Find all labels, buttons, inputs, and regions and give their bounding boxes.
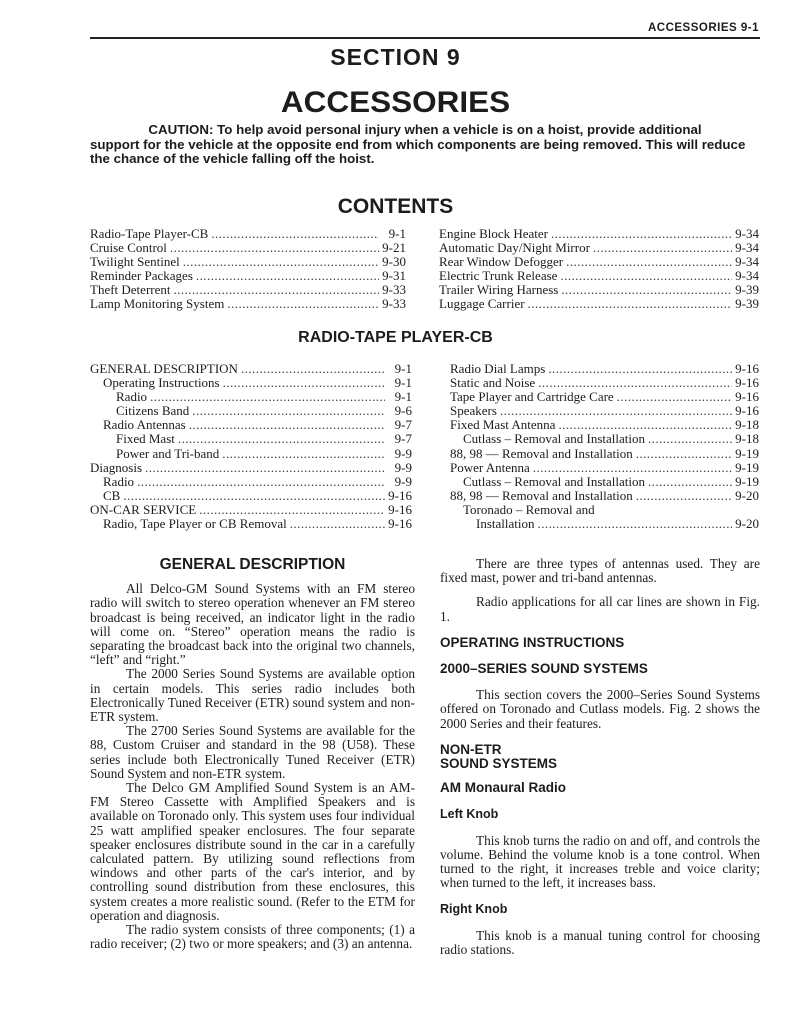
toc-leader-dots [196, 269, 379, 283]
toc-entry-page: 9-21 [382, 240, 406, 256]
toc-entry-page: 9-16 [388, 516, 412, 532]
toc-entry-page: 9-34 [735, 254, 759, 270]
right-text-column [440, 557, 760, 957]
toc-entry [90, 447, 412, 461]
toc-entry-label: Power Antenna [450, 459, 530, 475]
toc-entry-page: 9-7 [394, 431, 412, 447]
toc-entry [90, 269, 406, 283]
toc-entry-label: Radio-Tape Player-CB [90, 226, 209, 241]
toc-entry-label: Static and Noise [450, 375, 536, 391]
toc-entry-page: 9-18 [735, 431, 759, 447]
toc-entry-label: Fixed Mast [116, 431, 175, 447]
toc-entry [90, 517, 412, 531]
toc-entry [450, 475, 759, 489]
toc-entry [90, 362, 412, 376]
toc-entry-label: Installation [476, 516, 535, 532]
toc-leader-dots [222, 447, 385, 461]
toc-entry [450, 447, 759, 461]
toc-entry-label: Luggage Carrier [439, 296, 525, 312]
toc-entry [439, 297, 759, 311]
toc-entry-label: Diagnosis [90, 459, 142, 475]
toc-leader-dots [192, 404, 385, 418]
toc-leader-dots [648, 432, 732, 446]
toc-entry [90, 475, 412, 489]
toc-leader-dots [178, 432, 385, 446]
toc-leader-dots [223, 376, 385, 390]
toc-entry-label: 88, 98 — Removal and Installation [450, 445, 633, 461]
toc-entry [439, 283, 759, 297]
toc-entry [90, 241, 406, 255]
toc-leader-dots [551, 227, 732, 241]
toc-entry-label: Electric Trunk Release [439, 268, 558, 284]
toc-entry [439, 255, 759, 269]
toc-entry-label: 88, 98 — Removal and Installation [450, 487, 633, 503]
paragraph: The 2000 Series Sound Systems are available option in certain models. This series radio includes both Electronically Tuned Receiver (ETR) sound system and non-ETR system. [90, 666, 415, 725]
toc-entry-page: 9-9 [394, 473, 412, 489]
toc-leader-dots [227, 297, 379, 311]
toc-entry [90, 489, 412, 503]
toc-entry-page: 9-1 [388, 226, 406, 241]
toc-entry-page: 9-39 [735, 296, 759, 312]
caution-first-line: CAUTION: To help avoid personal injury when a vehicle is on a hoist, provide additional [148, 122, 702, 137]
toc-entry-label: ON-CAR SERVICE [90, 501, 197, 517]
toc-entry-label: Tape Player and Cartridge Care [450, 389, 614, 405]
paragraph: This knob turns the radio on and off, and controls the volume. Behind the volume knob is a tone control. When turned to the right, it increases treble and voice clarity; when turned to the left, it increases bass. [440, 832, 760, 891]
toc-entry-label: Radio, Tape Player or CB Removal [103, 516, 287, 532]
toc-entry [90, 255, 406, 269]
paragraph: There are three types of antennas used. They are fixed mast, power and tri-band antennas. [440, 556, 760, 586]
toc-leader-dots [538, 376, 732, 390]
toc-leader-dots [170, 241, 379, 255]
toc-leader-dots [538, 517, 733, 531]
toc-leader-dots [617, 390, 732, 404]
toc-entry-label: Radio Antennas [103, 417, 186, 433]
toc-entry-page: 9-9 [394, 445, 412, 461]
non-etr-heading: NON-ETR [440, 741, 502, 757]
toc-entry [450, 461, 759, 475]
toc-entry-page: 9-19 [735, 459, 759, 475]
toc-entry [450, 418, 759, 432]
toc-leader-dots [199, 503, 385, 517]
caution-notice [90, 123, 760, 167]
toc-entry-page: 9-19 [735, 473, 759, 489]
toc-entry-page: 9-33 [382, 282, 406, 298]
toc-entry-label: Operating Instructions [103, 375, 220, 391]
contents-heading: CONTENTS [337, 195, 454, 218]
toc-entry-label: Radio [103, 473, 135, 489]
paragraph: The Delco GM Amplified Sound System is an AM-FM Stereo Cassette with Amplified Speakers and is available on Toronado only. This system uses four individual 25 watt amplified speaker enclosures. The four separate speaker enclosures distribute sound in the car in a carefully calculated pattern. By utilizing sound reflections from windows and other parts of the car's interior, and by controlling sound distribution from these enclosures, this system creates a more realistic sound. (Refer to the ETM for operation and diagnosis. [90, 780, 415, 923]
toc-leader-dots [137, 475, 385, 489]
toc-leader-dots [150, 390, 385, 404]
toc-entry-page: 9-16 [388, 487, 412, 503]
toc-entry-label: Reminder Packages [90, 268, 193, 284]
radio-contents-right [450, 362, 759, 531]
contents-list-left [90, 227, 406, 312]
toc-entry-label: Radio [116, 389, 148, 405]
contents-list-right [439, 227, 759, 312]
toc-entry-page: 9-7 [394, 417, 412, 433]
toc-entry-label: Theft Deterrent [90, 282, 171, 298]
toc-entry-page: 9-31 [382, 268, 406, 284]
toc-leader-dots [561, 283, 732, 297]
paragraph: Radio applications for all car lines are shown in Fig. 1. [440, 594, 760, 624]
toc-entry-page: 9-39 [735, 282, 759, 298]
toc-entry-page: 9-34 [735, 226, 759, 241]
paragraph: The 2700 Series Sound Systems are available for the 88, Custom Cruiser and standard in the 98 (U58). These series include both Electronically Tuned Receiver (ETR) Sound System and non-ETR system. [90, 723, 415, 781]
left-text-column [90, 556, 415, 952]
toc-entry [90, 503, 412, 517]
toc-entry-page: 9-1 [394, 375, 412, 391]
toc-entry-page: 9-33 [382, 296, 406, 312]
toc-entry [450, 390, 759, 404]
toc-leader-dots [533, 461, 732, 475]
toc-leader-dots [211, 227, 379, 241]
sound-systems-heading: SOUND SYSTEMS [440, 756, 558, 772]
toc-entry-label: Lamp Monitoring System [90, 296, 225, 312]
toc-entry [450, 489, 759, 503]
right-knob-heading: Right Knob [440, 902, 508, 917]
toc-entry [90, 297, 406, 311]
toc-entry-page: 9-16 [388, 501, 412, 517]
radio-contents-left [90, 362, 412, 531]
toc-leader-dots [560, 269, 732, 283]
toc-entry-page: 9-1 [394, 361, 412, 376]
toc-entry-label: Toronado – Removal and [463, 501, 595, 517]
toc-entry-page: 9-20 [735, 487, 759, 503]
toc-entry-label: Rear Window Defogger [439, 254, 564, 270]
toc-entry-label: Citizens Band [116, 403, 190, 419]
toc-entry-label: Speakers [450, 403, 497, 419]
toc-leader-dots [145, 461, 385, 475]
toc-entry-page: 9-19 [735, 445, 759, 461]
toc-leader-dots [566, 255, 732, 269]
toc-entry-page: 9-18 [735, 417, 759, 433]
toc-leader-dots [636, 489, 732, 503]
toc-entry [90, 404, 412, 418]
toc-leader-dots [558, 418, 732, 432]
toc-entry-label: Cutlass – Removal and Installation [463, 473, 645, 489]
toc-entry-label: Cruise Control [90, 240, 167, 256]
toc-entry [90, 376, 412, 390]
toc-entry-page: 9-16 [735, 389, 759, 405]
toc-entry-page: 9-16 [735, 403, 759, 419]
toc-entry-page: 9-20 [735, 516, 759, 532]
toc-leader-dots [241, 362, 385, 376]
toc-entry-label: Engine Block Heater [439, 226, 549, 241]
toc-leader-dots [636, 447, 732, 461]
toc-entry [90, 461, 412, 475]
caution-body: support for the vehicle at the opposite end from which components are being removed. This will reduce the chance of the vehicle falling off the hoist. [90, 136, 746, 166]
toc-entry [450, 362, 759, 376]
toc-leader-dots [189, 418, 385, 432]
section-number: SECTION 9 [330, 44, 461, 70]
toc-entry-page: 9-34 [735, 268, 759, 284]
toc-entry-label: Automatic Day/Night Mirror [439, 240, 590, 256]
toc-entry-page: 9-16 [735, 361, 759, 376]
toc-leader-dots [648, 475, 732, 489]
toc-entry [450, 432, 759, 446]
toc-entry-label: Twilight Sentinel [90, 254, 180, 270]
toc-leader-dots [290, 517, 385, 531]
operating-instructions-heading: OPERATING INSTRUCTIONS [440, 634, 625, 650]
toc-entry [439, 241, 759, 255]
left-knob-heading: Left Knob [440, 807, 499, 822]
toc-entry [450, 404, 759, 418]
toc-entry [450, 376, 759, 390]
toc-entry-label: GENERAL DESCRIPTION [90, 361, 238, 376]
toc-entry-page: 9-16 [735, 375, 759, 391]
toc-entry [450, 517, 759, 531]
toc-entry [90, 432, 412, 446]
toc-leader-dots [528, 297, 732, 311]
header-rule [90, 37, 760, 39]
toc-entry [90, 418, 412, 432]
paragraph: All Delco-GM Sound Systems with an FM stereo radio will switch to stereo operation whenever an FM stereo broadcast is being received, an indicator light in the radio will come on. “Stereo” operation means the radio is separating the broadcast back into the original two channels, “left” and “right.” [90, 581, 415, 668]
paragraph: The radio system consists of three components; (1) a radio receiver; (2) two or more speakers; and (3) an antenna. [90, 922, 415, 952]
toc-leader-dots [123, 489, 385, 503]
toc-entry [90, 227, 406, 241]
toc-entry-label: Cutlass – Removal and Installation [463, 431, 645, 447]
toc-entry-page: 9-30 [382, 254, 406, 270]
toc-entry [450, 503, 759, 517]
toc-entry-page: 9-34 [735, 240, 759, 256]
toc-leader-dots [500, 404, 732, 418]
am-monaural-heading: AM Monaural Radio [440, 780, 567, 796]
series-heading: 2000–SERIES SOUND SYSTEMS [440, 661, 648, 677]
running-header: ACCESSORIES 9-1 [647, 22, 759, 34]
toc-leader-dots [183, 255, 379, 269]
page-title: ACCESSORIES [280, 86, 511, 119]
toc-entry-label: Power and Tri-band [116, 445, 220, 461]
toc-entry [439, 269, 759, 283]
toc-entry [90, 283, 406, 297]
radio-section-heading: RADIO-TAPE PLAYER-CB [298, 329, 493, 346]
toc-entry-page: 9-1 [394, 389, 412, 405]
toc-leader-dots [173, 283, 379, 297]
toc-entry-label: Fixed Mast Antenna [450, 417, 556, 433]
paragraph: This section covers the 2000–Series Sound Systems offered on Toronado and Cutlass models. Fig. 2 shows the 2000 Series and their features. [440, 687, 760, 731]
toc-entry-page: 9-6 [394, 403, 412, 419]
toc-entry [90, 390, 412, 404]
toc-entry-page: 9-9 [394, 459, 412, 475]
toc-entry-label: Trailer Wiring Harness [439, 282, 559, 298]
toc-leader-dots [593, 241, 732, 255]
general-description-heading: GENERAL DESCRIPTION [159, 556, 346, 573]
toc-entry-label: CB [103, 487, 121, 503]
toc-entry [439, 227, 759, 241]
toc-entry-label: Radio Dial Lamps [450, 361, 546, 376]
toc-leader-dots [548, 362, 732, 376]
paragraph: This knob is a manual tuning control for choosing radio stations. [440, 927, 760, 957]
